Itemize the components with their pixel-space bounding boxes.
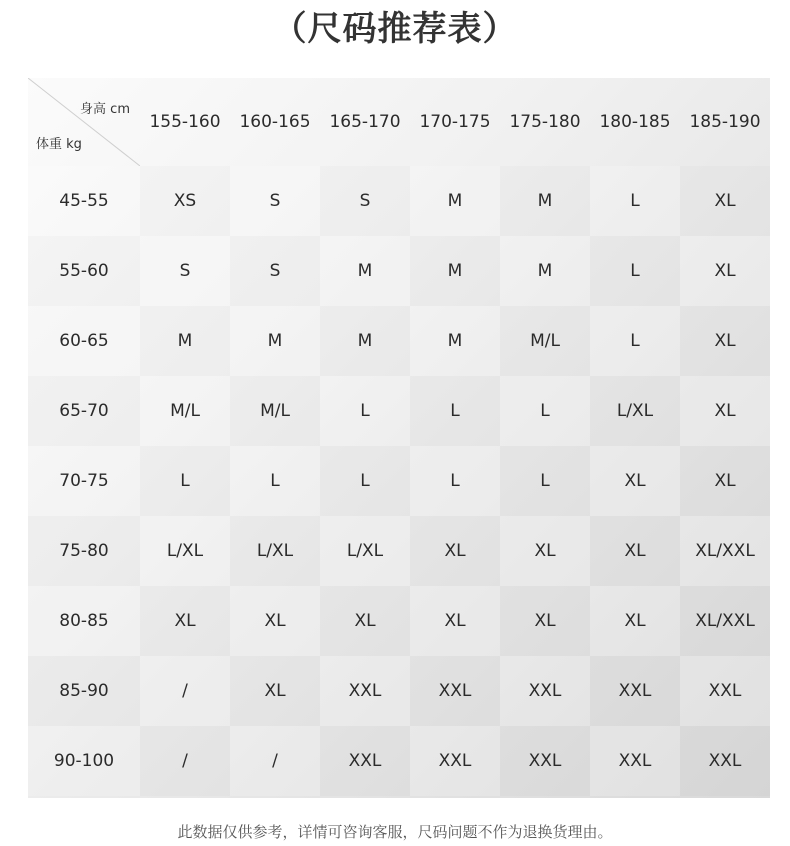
weight-row-header: 80-85 — [28, 586, 140, 656]
size-cell: XL — [590, 586, 680, 656]
size-cell: M — [320, 236, 410, 306]
size-cell: XL — [714, 471, 736, 491]
size-cell: XL — [624, 541, 646, 561]
size-cell: XL — [444, 541, 466, 561]
height-column-header: 185-190 — [689, 112, 761, 132]
size-cell: S — [140, 236, 230, 306]
weight-row-header: 75-80 — [59, 541, 109, 561]
size-cell: M — [500, 236, 590, 306]
size-cell: XXL — [618, 681, 652, 701]
weight-row-header: 60-65 — [28, 306, 140, 376]
size-cell: S — [269, 261, 281, 281]
weight-row-header: 85-90 — [59, 681, 109, 701]
size-cell: / — [182, 751, 188, 771]
size-chart-table — [28, 78, 770, 798]
size-cell: M — [537, 191, 553, 211]
size-cell: L — [450, 401, 460, 421]
diagonal-divider — [28, 78, 140, 166]
weight-row-header: 65-70 — [59, 401, 109, 421]
size-cell: M — [410, 306, 500, 376]
size-cell: / — [230, 726, 320, 796]
size-cell: L — [540, 471, 550, 491]
size-cell: XXL — [528, 751, 562, 771]
weight-axis-label: 体重 kg — [36, 137, 82, 152]
size-cell: XL — [410, 586, 500, 656]
size-cell: XXL — [500, 656, 590, 726]
height-column-header: 175-180 — [509, 112, 581, 132]
height-column-header: 160-165 — [239, 112, 311, 132]
size-cell: L — [230, 446, 320, 516]
size-cell: L/XL — [140, 516, 230, 586]
size-cell: L/XL — [616, 401, 654, 421]
size-cell: XL — [174, 611, 196, 631]
size-cell: XXL — [320, 656, 410, 726]
size-cell: XL — [354, 611, 376, 631]
size-cell: XL — [714, 331, 736, 351]
size-cell: XL — [500, 516, 590, 586]
size-cell: XL/XXL — [695, 611, 755, 631]
weight-row-header: 55-60 — [59, 261, 109, 281]
height-column-header: 165-170 — [329, 112, 401, 132]
height-column-header: 155-160 — [149, 112, 221, 132]
size-cell: XXL — [590, 726, 680, 796]
size-cell: M — [177, 331, 193, 351]
size-cell: / — [140, 656, 230, 726]
size-cell: XXL — [708, 751, 742, 771]
size-cell: L — [630, 261, 640, 281]
size-cell: L — [500, 376, 590, 446]
size-cell: XXL — [438, 681, 472, 701]
size-cell: L — [590, 306, 680, 376]
weight-row-header: 45-55 — [28, 166, 140, 236]
size-cell: M — [410, 166, 500, 236]
size-cell: XXL — [680, 656, 770, 726]
size-cell: L — [180, 471, 190, 491]
size-cell: M/L — [140, 376, 230, 446]
page-title: （尺码推荐表） — [272, 9, 518, 49]
size-cell: XXL — [410, 726, 500, 796]
size-cell: L — [320, 376, 410, 446]
size-cell: XL — [714, 191, 736, 211]
size-cell: M/L — [260, 401, 290, 421]
size-cell: M — [447, 261, 463, 281]
weight-row-header: 90-100 — [28, 726, 140, 796]
height-axis-label: 身高 cm — [80, 102, 130, 117]
height-column-header: 170-175 — [419, 112, 491, 132]
size-cell: XL/XXL — [680, 516, 770, 586]
weight-row-header: 70-75 — [28, 446, 140, 516]
size-cell: S — [230, 166, 320, 236]
size-cell: M — [357, 331, 373, 351]
size-cell: L/XL — [320, 516, 410, 586]
size-cell: XL — [590, 446, 680, 516]
size-cell: S — [359, 191, 371, 211]
height-column-header: 180-185 — [599, 112, 671, 132]
size-cell: XL — [680, 236, 770, 306]
size-cell: L — [590, 166, 680, 236]
size-cell: XL — [230, 586, 320, 656]
size-cell: XL — [534, 611, 556, 631]
size-chart-grid — [28, 78, 770, 798]
size-cell: M/L — [530, 331, 560, 351]
corner-header-cell — [28, 78, 140, 166]
size-cell: L/XL — [256, 541, 294, 561]
size-cell: XXL — [348, 751, 382, 771]
size-cell: L — [360, 471, 370, 491]
size-cell: L — [410, 446, 500, 516]
size-cell: XS — [173, 191, 197, 211]
size-cell: M — [230, 306, 320, 376]
size-cell: XL — [680, 376, 770, 446]
size-cell: XL — [264, 681, 286, 701]
disclaimer-note: 此数据仅供参考，详情可咨询客服，尺码问题不作为退换货理由。 — [177, 823, 613, 841]
